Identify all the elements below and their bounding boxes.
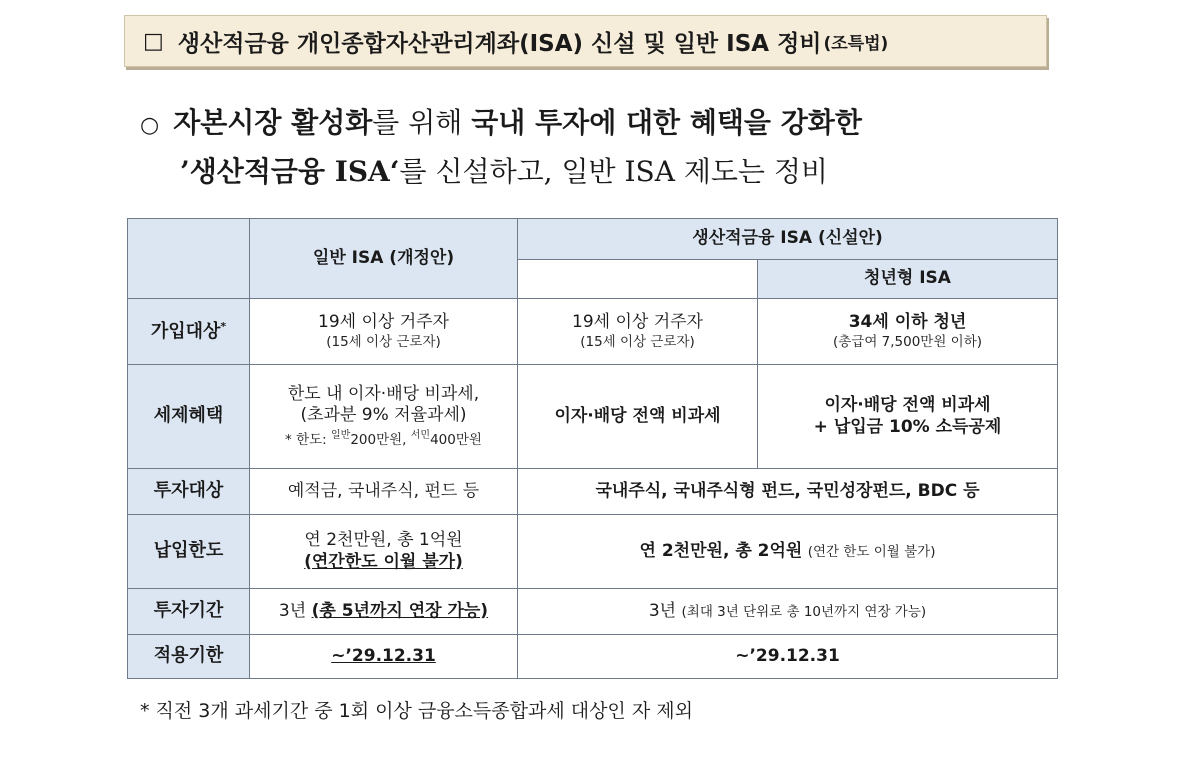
row-label-tax: 세제혜택: [128, 365, 250, 469]
cell-productive-deadline: ~’29.12.31: [518, 635, 1058, 679]
row-label-limit: 납입한도: [128, 515, 250, 589]
table-row: [128, 469, 1058, 515]
circle-bullet-icon: ○: [140, 113, 160, 138]
summary-text-2: 를 신설하고, 일반 ISA 제도는 정비: [399, 155, 828, 188]
table-row: [128, 299, 1058, 365]
header-youth-isa: 청년형 ISA: [758, 260, 1058, 299]
cell-productive-limit: 연 2천만원, 총 2억원 (연간 한도 이월 불가): [518, 515, 1058, 589]
cell-general-eligibility: 19세 이상 거주자 (15세 이상 근로자): [250, 299, 518, 365]
cell-productive-tax: 이자·배당 전액 비과세: [518, 365, 758, 469]
summary-bullet: [140, 100, 1040, 195]
cell-general-limit: 연 2천만원, 총 1억원 (연간한도 이월 불가): [250, 515, 518, 589]
footnote-text: * 직전 3개 과세기간 중 1회 이상 금융소득종합과세 대상인 자 제외: [140, 700, 693, 722]
checkbox-square-icon: □: [143, 28, 164, 54]
row-label-investment: 투자대상: [128, 469, 250, 515]
header-corner-cell: [128, 219, 250, 299]
row-label-deadline: 적용기한: [128, 635, 250, 679]
summary-emphasis-2: 국내 투자에 대한 혜택을 강화한: [471, 106, 862, 139]
cell-youth-tax: 이자·배당 전액 비과세 + 납입금 10% 소득공제: [758, 365, 1058, 469]
cell-general-deadline: ~’29.12.31: [250, 635, 518, 679]
summary-line-2: [140, 149, 1040, 195]
cell-general-period: 3년 (총 5년까지 연장 가능): [250, 589, 518, 635]
table-row: [128, 365, 1058, 469]
cell-general-tax: 한도 내 이자·배당 비과세, (초과분 9% 저율과세) * 한도: $^{일반}$200만원, $^{서민}$400만원: [250, 365, 518, 469]
cell-general-investment: 예적금, 국내주식, 펀드 등: [250, 469, 518, 515]
section-title-box: [124, 15, 1047, 67]
summary-text-1: 를 위해: [372, 106, 472, 139]
cell-productive-eligibility: 19세 이상 거주자 (15세 이상 근로자): [518, 299, 758, 365]
law-reference: (조특법): [823, 33, 889, 54]
cell-youth-eligibility: 34세 이하 청년 (총급여 7,500만원 이하): [758, 299, 1058, 365]
footnote-asterisk: *: [220, 319, 227, 333]
row-label-eligibility: 가입대상*: [128, 299, 250, 365]
header-productive-isa: 생산적금융 ISA (신설안): [518, 219, 1058, 260]
table-row: [128, 515, 1058, 589]
table-row: [128, 635, 1058, 679]
isa-comparison-table: [127, 218, 1058, 679]
header-spacer-cell: [518, 260, 758, 299]
summary-line-1: [140, 100, 1040, 149]
table-row: [128, 589, 1058, 635]
row-label-period: 투자기간: [128, 589, 250, 635]
header-general-isa: 일반 ISA (개정안): [250, 219, 518, 299]
summary-emphasis-1: 자본시장 활성화: [173, 106, 373, 139]
cell-productive-investment: 국내주식, 국내주식형 펀드, 국민성장펀드, BDC 등: [518, 469, 1058, 515]
cell-productive-period: 3년 (최대 3년 단위로 총 10년까지 연장 가능): [518, 589, 1058, 635]
table-header-row: [128, 219, 1058, 260]
summary-emphasis-3: ’생산적금융 ISA‘: [180, 155, 400, 188]
section-title: 생산적금융 개인종합자산관리계좌(ISA) 신설 및 일반 ISA 정비: [177, 30, 822, 57]
